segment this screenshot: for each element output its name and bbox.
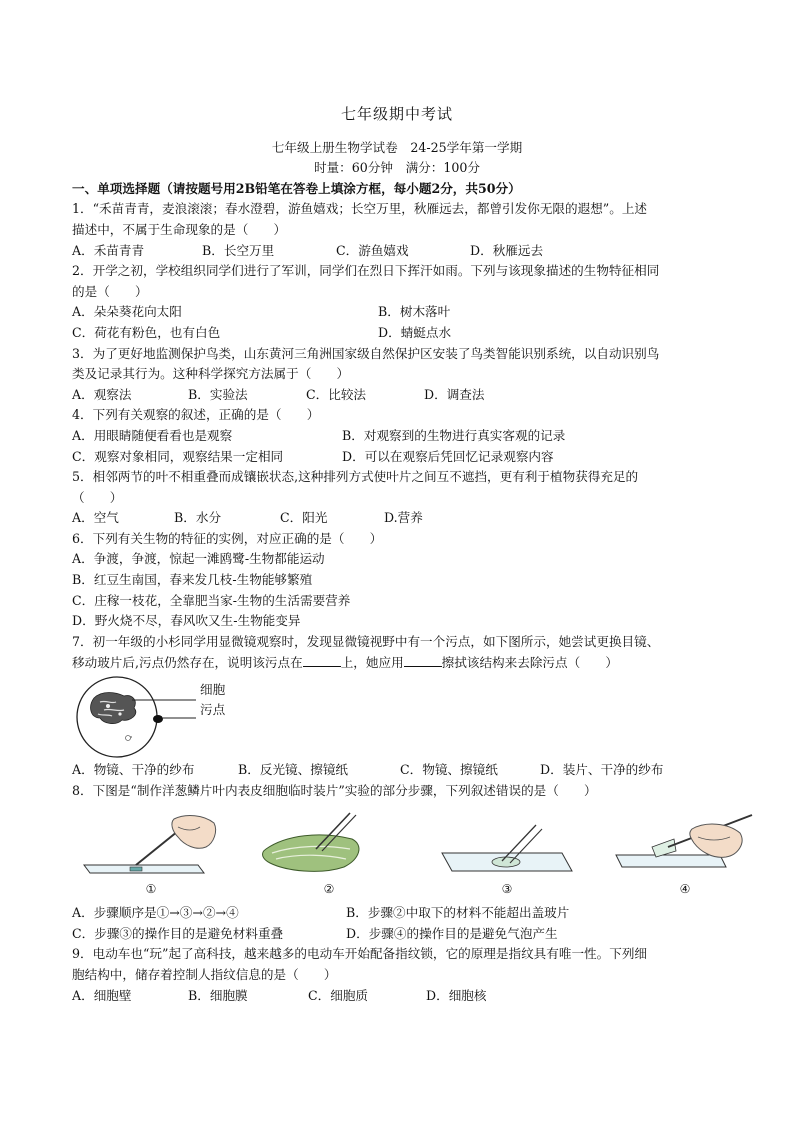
option-d: D．蜻蜓点水 xyxy=(378,324,452,340)
question-stem: 5．相邻两节的叶不相重叠而成镶嵌状态,这种排列方式使叶片之间互不遮挡，更有利于植物获得充足的 xyxy=(72,469,639,485)
microscope-field-image xyxy=(72,676,292,758)
option-b: B．红豆生南国，春来发几枝-生物能够繁殖 xyxy=(72,572,313,588)
question-7 xyxy=(72,632,722,781)
option-c: C．庄稼一枝花，全靠肥当家-生物的生活需要营养 xyxy=(72,592,351,608)
step-number: ④ xyxy=(679,881,691,896)
option-a: A．细胞壁 xyxy=(72,987,132,1003)
option-b: B．树木落叶 xyxy=(378,304,451,320)
option-d: D．秋雁远去 xyxy=(470,242,544,258)
option-row xyxy=(72,323,722,344)
step-3-figure xyxy=(434,809,580,899)
option-row xyxy=(72,241,722,262)
option-d: D．细胞核 xyxy=(426,987,487,1003)
option-c: C．游鱼嬉戏 xyxy=(336,242,409,258)
slide-steps-figure xyxy=(78,809,722,899)
option-b: B．细胞膜 xyxy=(188,987,248,1003)
option-d: D．野火烧不尽，春风吹又生-生物能变异 xyxy=(72,613,301,629)
cover-slip-image xyxy=(612,809,758,883)
exam-subtitle: 七年级上册生物学试卷 24-25学年第一学期 xyxy=(271,139,523,155)
option-row xyxy=(72,924,722,945)
exam-page xyxy=(72,100,722,1006)
option-c: C．物镜、擦镜纸 xyxy=(400,762,498,778)
option-c: C．观察对象相同，观察结果一定相同 xyxy=(72,448,284,464)
question-5 xyxy=(72,467,722,529)
option-d: D．可以在观察后凭回忆记录观察内容 xyxy=(342,448,554,464)
onion-scale-image xyxy=(256,809,402,883)
option-b: B．对观察到的生物进行真实客观的记录 xyxy=(342,427,566,443)
option-d: D.营养 xyxy=(384,510,423,526)
option-a: A．朵朵葵花向太阳 xyxy=(72,304,182,320)
question-stem: 3．为了更好地监测保护鸟类，山东黄河三角洲国家级自然保护区安装了鸟类智能识别系统，以自动识别鸟 xyxy=(72,345,660,361)
question-stem: 类及记录其行为。这种科学探究方法属于（ ） xyxy=(72,366,350,382)
question-stem: 胞结构中，储存着控制人指纹信息的是（ ） xyxy=(72,967,337,982)
step-4-figure xyxy=(612,809,758,899)
option-b: B．步骤②中取下的材料不能超出盖玻片 xyxy=(346,905,570,921)
question-stem: 2．开学之初，学校组织同学们进行了军训，同学们在烈日下挥汗如雨。下列与该现象描述的生物特征相同 xyxy=(72,263,660,279)
option-row xyxy=(72,508,722,529)
label-spot: 污点 xyxy=(200,702,226,718)
question-stem: 6．下列有关生物的特征的实例，对应正确的是（ ） xyxy=(72,530,383,546)
question-8 xyxy=(72,781,722,945)
question-2 xyxy=(72,261,722,343)
option-row xyxy=(72,986,722,1007)
option-a: A．观察法 xyxy=(72,386,132,402)
label-cell: 细胞 xyxy=(200,682,226,698)
question-stem: 4．下列有关观察的叙述，正确的是（ ） xyxy=(72,407,320,423)
answer-blank xyxy=(404,652,442,667)
option-row xyxy=(72,426,722,447)
question-stem: 9．电动车也“玩”起了高科技，越来越多的电动车开始配备指纹锁，它的原理是指纹具有唯一性。下列细 xyxy=(72,946,648,962)
option-a: A．物镜、干净的纱布 xyxy=(72,762,195,778)
option-b: B．反光镜、擦镜纸 xyxy=(238,762,349,778)
question-stem: 的是（ ） xyxy=(72,283,148,299)
question-3 xyxy=(72,344,722,406)
option-b: B．实验法 xyxy=(188,386,248,402)
option-d: D．调查法 xyxy=(424,386,485,402)
option-d: D．步骤④的操作目的是避免气泡产生 xyxy=(346,925,558,941)
step-2-figure xyxy=(256,809,402,899)
question-1 xyxy=(72,199,722,261)
step-1-figure xyxy=(78,809,224,899)
option-row xyxy=(72,760,722,781)
option-d: D．装片、干净的纱布 xyxy=(540,762,664,778)
exam-title: 七年级期中考试 xyxy=(340,105,453,123)
question-stem: 8．下图是“制作洋葱鳞片叶内表皮细胞临时装片”实验的部分步骤，下列叙述错误的是（ ） xyxy=(72,782,597,798)
option-a: A．禾苗青青 xyxy=(72,242,145,258)
option-c: C．荷花有粉色，也有白色 xyxy=(72,324,221,340)
option-row xyxy=(72,903,722,924)
option-c: C．比较法 xyxy=(306,386,367,402)
option-c: C．细胞质 xyxy=(308,987,369,1003)
option-b: B．长空万里 xyxy=(202,242,275,258)
question-stem: （ ） xyxy=(72,489,123,505)
option-b: B．水分 xyxy=(174,510,222,526)
question-stem: 7．初一年级的小杉同学用显微镜观察时，发现显微镜视野中有一个污点，如下图所示，她尝试更换目镜、 xyxy=(72,633,660,649)
option-row xyxy=(72,385,722,406)
question-stem: 移动玻片后,污点仍然存在，说明该污点在 上，她应用 擦拭该结构来去除污点（ ） xyxy=(72,652,722,674)
option-row xyxy=(72,447,722,468)
question-4 xyxy=(72,405,722,467)
question-stem: 描述中，不属于生命现象的是（ ） xyxy=(72,221,287,237)
option-row xyxy=(72,302,722,323)
option-c: C．步骤③的操作目的是避免材料重叠 xyxy=(72,925,284,941)
option-a: A．争渡，争渡，惊起一滩鸥鹭-生物都能运动 xyxy=(72,551,325,567)
step-number: ① xyxy=(145,881,157,896)
option-a: A．步骤顺序是①→③→②→④ xyxy=(72,905,239,921)
microscope-field-figure xyxy=(72,676,722,758)
option-c: C．阳光 xyxy=(280,510,328,526)
option-a: A．用眼睛随便看看也是观察 xyxy=(72,427,233,443)
time-info: 时量：60分钟 满分：100分 xyxy=(313,160,480,176)
step-number: ② xyxy=(323,881,335,896)
dropper-on-slide-image xyxy=(78,809,224,883)
spread-material-image xyxy=(434,809,580,883)
option-a: A．空气 xyxy=(72,510,119,526)
step-number: ③ xyxy=(501,881,513,896)
section-heading: 一、单项选择题（请按题号用2B铅笔在答卷上填涂方框，每小题2分，共50分） xyxy=(72,180,521,196)
question-9 xyxy=(72,944,722,1006)
question-stem: 1．“禾苗青青，麦浪滚滚；春水澄碧，游鱼嬉戏；长空万里，秋雁远去，都曾引发你无限的遐想”。上述 xyxy=(72,201,648,217)
question-6 xyxy=(72,529,722,632)
answer-blank xyxy=(303,652,341,667)
